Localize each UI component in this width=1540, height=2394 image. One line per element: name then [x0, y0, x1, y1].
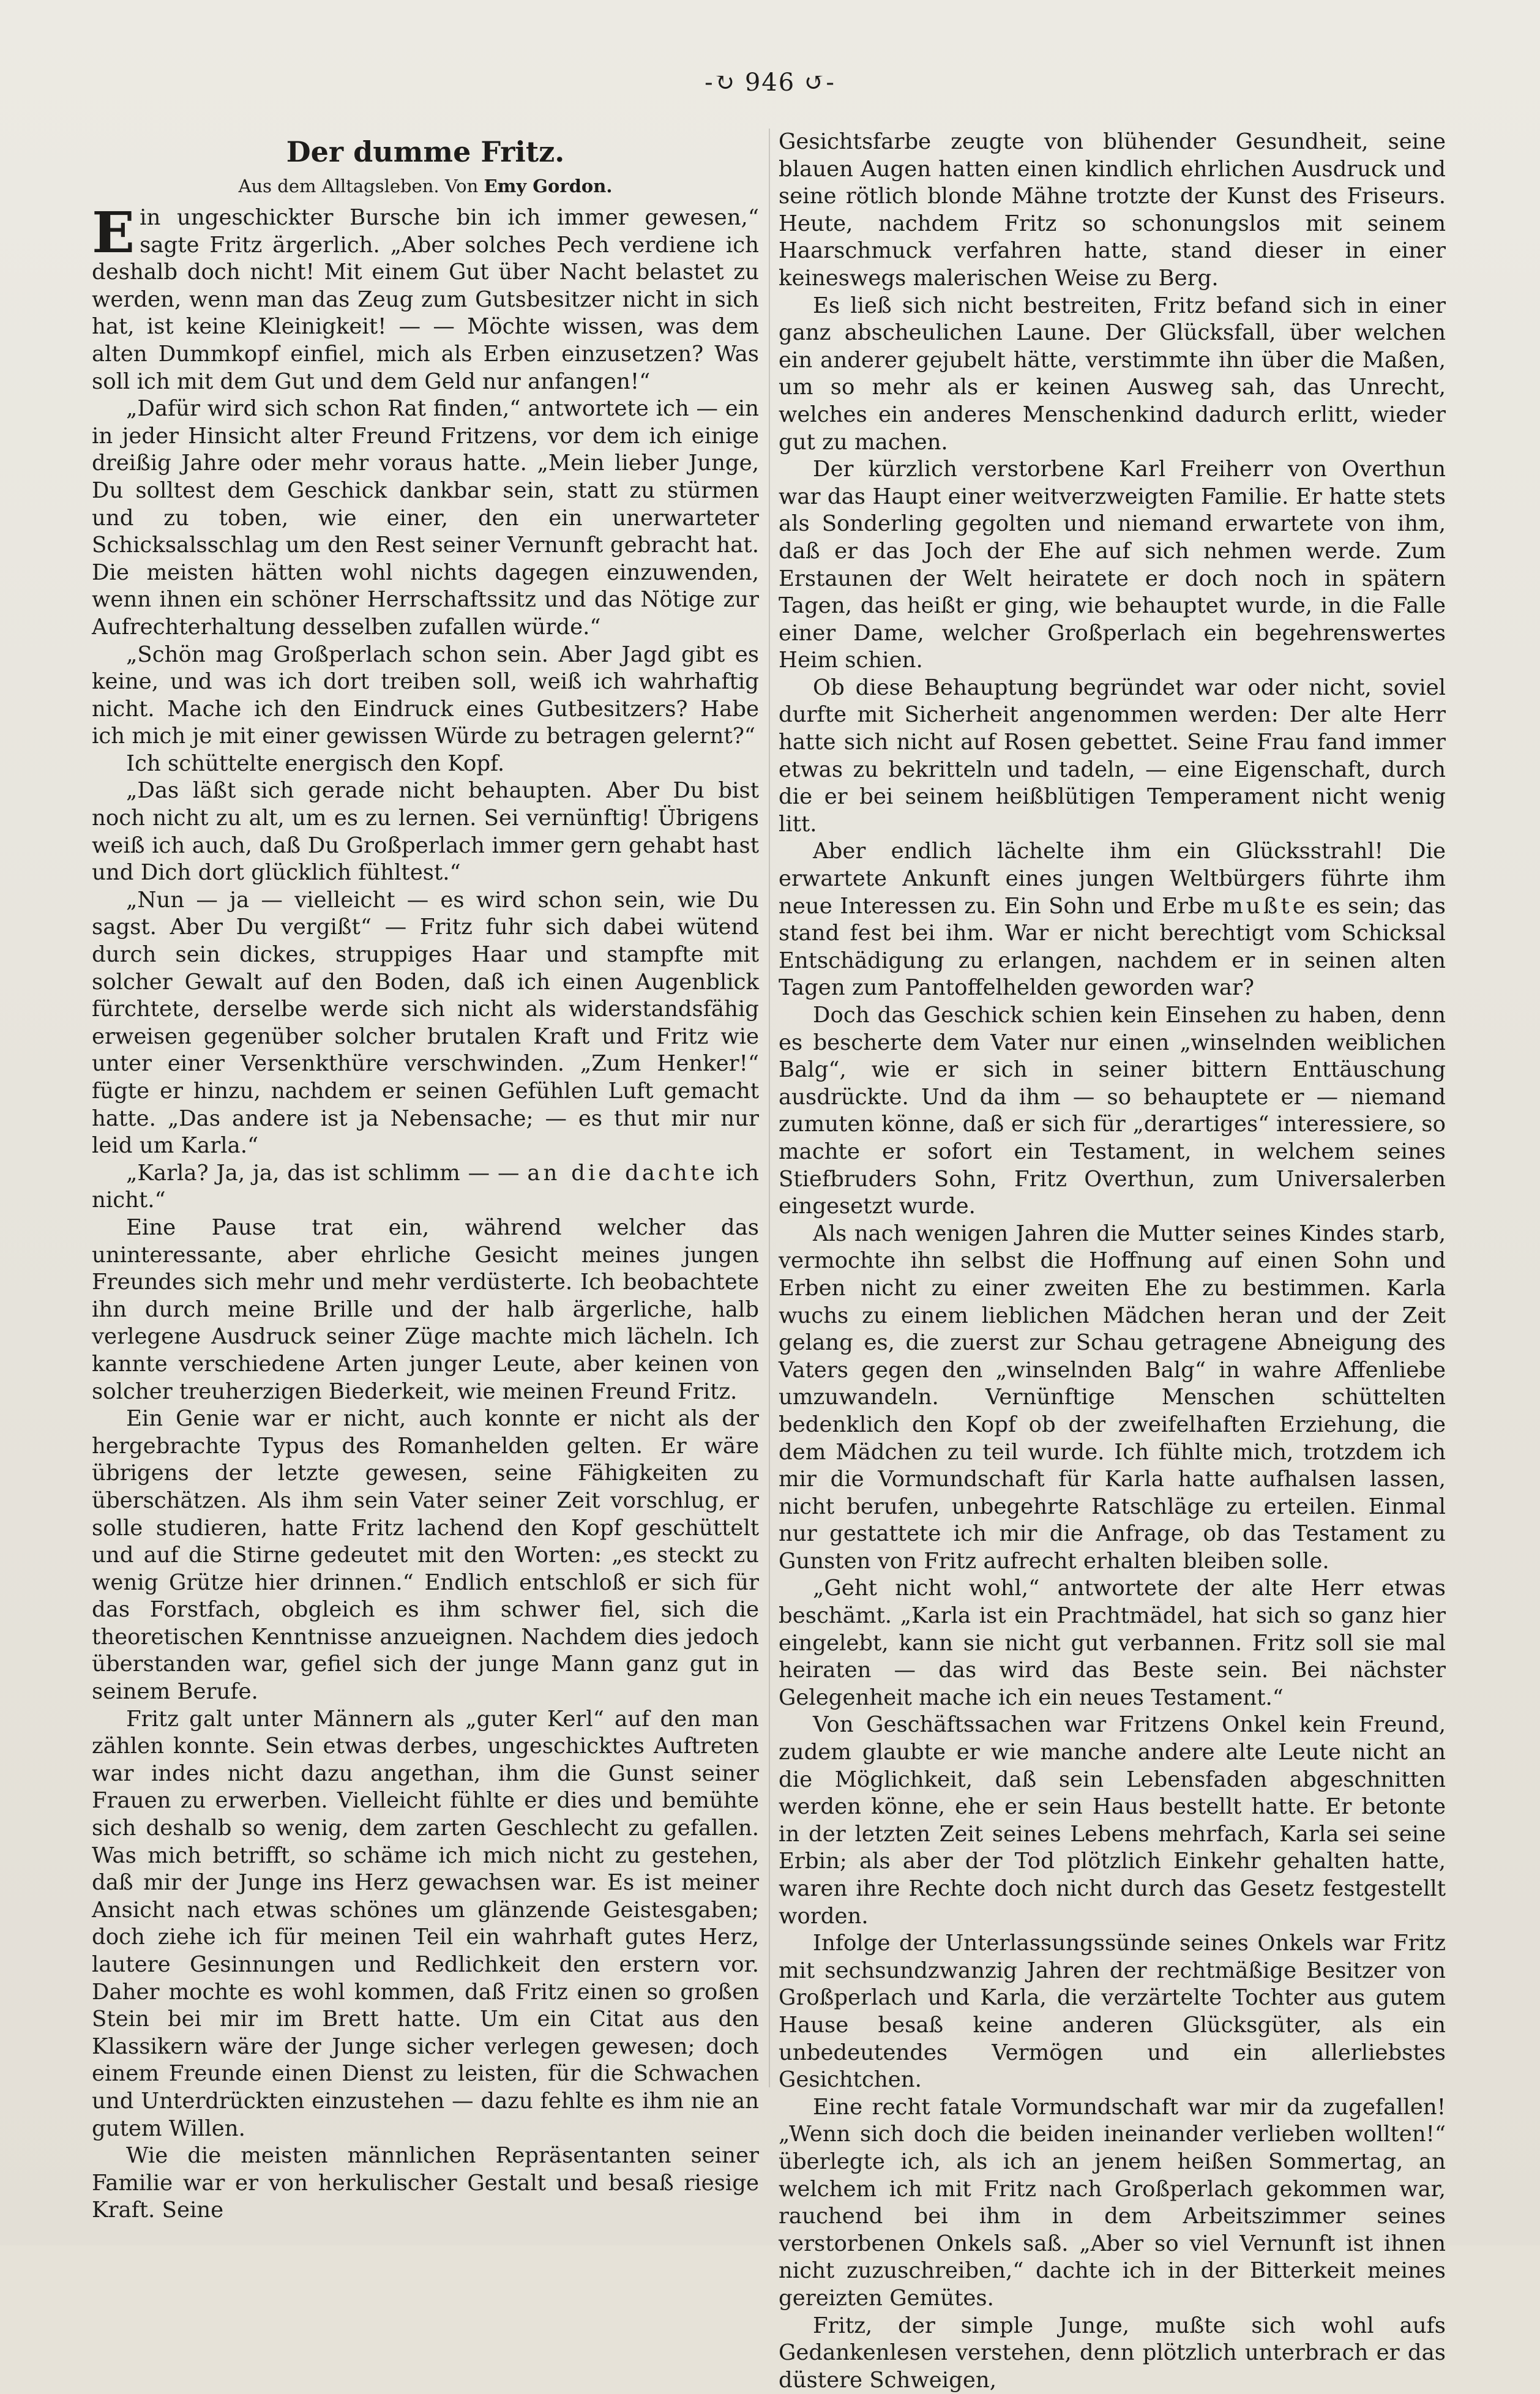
paragraph: Eine Pause trat ein, während welcher das uninteressante, aber ehrliche Gesicht meines jungen Freundes sich mehr und mehr verdüsterte. Ich beobachtete ihn durch meine Brille und der halb ärgerliche, halb verlegene Ausdruck seiner Züge machte mich lächeln. Ich kannte verschiedene Arten junger Leute, aber keinen von solcher treuherzigen Biederkeit, wie meinen Freund Fritz. [92, 1214, 759, 1405]
paragraph: „Dafür wird sich schon Rat finden,“ antwortete ich — ein in jeder Hinsicht alter Freund Fritzens, vor dem ich einige dreißig Jahre oder mehr voraus hatte. „Mein lieber Junge, Du solltest dem Geschick dankbar sein, statt zu stürmen und zu toben, wie einer, den ein unerwarteter Schicksalsschlag um den Rest seiner Vernunft gebracht hat. Die meisten hätten wohl nichts dagegen einzuwenden, wenn ihnen ein schöner Herrschaftssitz und das Nötige zur Aufrechterhaltung desselben zufallen würde.“ [92, 395, 759, 641]
ornament-left: -↻ [705, 69, 745, 97]
paragraph: Als nach wenigen Jahren die Mutter seines Kindes starb, vermochte ihn selbst die Hoffnung auf einen Sohn und Erben nicht zu einer zweiten Ehe zu bestimmen. Karla wuchs zu einem lieblichen Mädchen heran und der Zeit gelang es, die zuerst zur Schau getragene Abneigung des Vaters gegen den „winselnden Balg“ in wahre Affenliebe umzuwandeln. Vernünftige Menschen schüttelten bedenklich den Kopf ob der zweifelhaften Erziehung, die dem Mädchen zu teil wurde. Ich fühlte mich, trotzdem ich mir die Vormundschaft für Karla hatte aufhalsen lassen, nicht berufen, unbegehrte Ratschläge zu erteilen. Einmal nur gestattete ich mir die Anfrage, ob das Testament zu Gunsten von Fritz aufrecht erhalten bleiben solle. [779, 1221, 1446, 1576]
paragraph: „Schön mag Großperlach schon sein. Aber Jagd gibt es keine, und was ich dort treiben soll, weiß ich wahrhaftig nicht. Mache ich den Eindruck eines Gutbesitzers? Habe ich mich je mit einer gewissen Würde zu betragen gelernt?“ [92, 642, 759, 750]
emphasis-spaced: an die dachte [527, 1161, 718, 1186]
paragraph: Es ließ sich nicht bestreiten, Fritz befand sich in einer ganz abscheulichen Laune. Der Glücksfall, über welchen ein anderer gejubelt hätte, verstimmte ihn über die Maßen, um so mehr als er keinen Ausweg sah, das Unrecht, welches ein anderes Menschenkind dadurch erlitt, wieder gut zu machen. [779, 293, 1446, 457]
emphasis-spaced: mußte [1222, 894, 1309, 919]
paragraph: Eine recht fatale Vormundschaft war mir da zugefallen! „Wenn sich doch die beiden ineinander verlieben wollten!“ überlegte ich, als ich an jenem heißen Sommertag, an welchem ich mit Fritz nach Großperlach gekommen war, rauchend bei ihm in dem Arbeitszimmer seines verstorbenen Onkels saß. „Aber so viel Vernunft ist ihnen nicht zuzuschreiben,“ dachte ich in der Bitterkeit meines gereizten Gemütes. [779, 2094, 1446, 2313]
right-column-body [779, 129, 1446, 2394]
paragraph: „Karla? Ja, ja, das ist schlimm — — an die dachte ich nicht.“ [92, 1160, 759, 1214]
article-title: Der dumme Fritz. [92, 133, 759, 170]
paragraph: Fritz, der simple Junge, mußte sich wohl aufs Gedankenlesen verstehen, denn plötzlich unterbrach er das düstere Schweigen, [779, 2313, 1446, 2394]
ornament-right: ↺- [795, 69, 835, 97]
paragraph: Der kürzlich verstorbene Karl Freiherr von Overthun war das Haupt einer weitverzweigten Familie. Er hatte stets als Sonderling gegolten und niemand erwartete von ihm, daß er das Joch der Ehe auf sich nehmen werde. Zum Erstaunen der Welt heiratete er doch noch in spätern Tagen, das heißt er ging, wie behauptet wurde, in die Falle einer Dame, welcher Großperlach ein begehrenswertes Heim schien. [779, 456, 1446, 675]
paragraph: Aber endlich lächelte ihm ein Glücksstrahl! Die erwartete Ankunft eines jungen Weltbürgers führte ihm neue Interessen zu. Ein Sohn und Erbe mußte es sein; das stand fest bei ihm. War er nicht berechtigt vom Schicksal Entschädigung zu erlangen, nachdem er in seinen alten Tagen zum Pantoffelhelden geworden war? [779, 838, 1446, 1002]
right-column [779, 129, 1446, 2149]
paragraph: Gesichtsfarbe zeugte von blühender Gesundheit, seine blauen Augen hatten einen kindlich ehrlichen Ausdruck und seine rötlich blonde Mähne trotzte der Kunst des Friseurs. Heute, nachdem Fritz so schonungslos mit seinem Haarschmuck verfahren hatte, stand dieser in einer keineswegs malerischen Weise zu Berg. [779, 129, 1446, 293]
paragraph: Ob diese Behauptung begründet war oder nicht, soviel durfte mit Sicherheit angenommen werden: Der alte Herr hatte sich nicht auf Rosen gebettet. Seine Frau fand immer etwas zu bekritteln und tadeln, — eine Eigenschaft, durch die er bei seinem heißblütigen Temperament nicht wenig litt. [779, 675, 1446, 839]
author-name: Emy Gordon. [484, 176, 613, 196]
paragraph: Ein ungeschickter Bursche bin ich immer gewesen,“ sagte Fritz ärgerlich. „Aber solches Pech verdiene ich deshalb doch nicht! Mit einem Gut über Nacht belastet zu werden, wenn man das Zeug zum Gutsbesitzer nicht in sich hat, ist keine Kleinigkeit! — — Möchte wissen, was dem alten Dummkopf einfiel, mich als Erben einzusetzen? Was soll ich mit dem Gut und dem Geld nur anfangen!“ [92, 204, 759, 395]
paragraph: Ein Genie war er nicht, auch konnte er nicht als der hergebrachte Typus des Romanhelden gelten. Er wäre übrigens der letzte gewesen, seine Fähigkeiten zu überschätzen. Als ihm sein Vater seiner Zeit vorschlug, er solle studieren, hatte Fritz lachend den Kopf geschüttelt und auf die Stirne gedeutet mit den Worten: „es steckt zu wenig Grütze hier drinnen.“ Endlich entschloß er sich für das Forstfach, obgleich es ihm schwer fiel, sich die theoretischen Kenntnisse anzueignen. Nachdem dies jedoch überstanden war, gefiel sich der junge Mann ganz gut in seinem Berufe. [92, 1405, 759, 1706]
page-number [0, 69, 1540, 97]
paragraph: Ich schüttelte energisch den Kopf. [92, 750, 759, 778]
left-column-body [92, 204, 759, 2224]
paragraph: Wie die meisten männlichen Repräsentanten seiner Familie war er von herkulischer Gestalt und besaß riesige Kraft. Seine [92, 2142, 759, 2224]
paragraph: Doch das Geschick schien kein Einsehen zu haben, denn es bescherte dem Vater nur einen „winselnden weiblichen Balg“, wie er sich in seiner bittern Enttäuschung ausdrückte. Und da ihm — so behauptete er — niemand zumuten könne, daß er sich für „derartiges“ interessiere, so machte er sofort ein Testament, in welchem seines Stiefbruders Sohn, Fritz Overthun, zum Universalerben eingesetzt wurde. [779, 1002, 1446, 1221]
article-byline [92, 174, 759, 198]
column-divider [769, 129, 770, 2087]
page-number-value: 946 [745, 69, 795, 97]
paragraph: „Nun — ja — vielleicht — es wird schon sein, wie Du sagst. Aber Du vergißt“ — Fritz fuhr sich dabei wütend durch sein dickes, struppiges Haar und stampfte mit solcher Gewalt auf den Boden, daß ich einen Augenblick fürchtete, derselbe werde sich nicht als widerstandsfähig erweisen gegenüber solcher brutalen Kraft und Fritz wie unter einer Versenkthüre verschwinden. „Zum Henker!“ fügte er hinzu, nachdem er seinen Gefühlen Luft gemacht hatte. „Das andere ist ja Nebensache; — es thut mir nur leid um Karla.“ [92, 887, 759, 1160]
byline-prefix: Aus dem Alltagsleben. Von [239, 176, 479, 196]
drop-cap: E [92, 204, 140, 257]
paragraph: Infolge der Unterlassungssünde seines Onkels war Fritz mit sechsundzwanzig Jahren der rechtmäßige Besitzer von Großperlach und Karla, die verzärtelte Tochter aus gutem Hause besaß keine anderen Glücksgüter, als ein unbedeutendes Vermögen und ein allerliebstes Gesichtchen. [779, 1930, 1446, 2094]
paragraph: Fritz galt unter Männern als „guter Kerl“ auf den man zählen konnte. Sein etwas derbes, ungeschicktes Auftreten war indes nicht dazu angethan, ihm die Gunst seiner Frauen zu erwerben. Vielleicht fühlte er dies und bemühte sich deshalb so wenig, dem zarten Geschlecht zu gefallen. Was mich betrifft, so schäme ich mich nicht zu gestehen, daß mir der Junge ins Herz gewachsen war. Es ist meiner Ansicht nach etwas schönes um glänzende Geistesgaben; doch ziehe ich für meinen Teil ein wahrhaft gutes Herz, lautere Gesinnungen und Redlichkeit den erstern vor. Daher mochte es wohl kommen, daß Fritz einen so großen Stein bei mir im Brett hatte. Um ein Citat aus den Klassikern wäre der Junge sicher verlegen gewesen; doch einem Freunde einen Dienst zu leisten, für die Schwachen und Unterdrückten einzustehen — dazu fehlte es ihm nie an gutem Willen. [92, 1706, 759, 2143]
paragraph: „Das läßt sich gerade nicht behaupten. Aber Du bist noch nicht zu alt, um es zu lernen. Sei vernünftig! Übrigens weiß ich auch, daß Du Großperlach immer gern gehabt hast und Dich dort glücklich fühltest.“ [92, 777, 759, 886]
paragraph: „Geht nicht wohl,“ antwortete der alte Herr etwas beschämt. „Karla ist ein Prachtmädel, hat sich so ganz hier eingelebt, kann sie nicht gut verbannen. Fritz soll sie mal heiraten — das wird das Beste sein. Bei nächster Gelegenheit mache ich ein neues Testament.“ [779, 1575, 1446, 1711]
left-column [92, 129, 759, 2149]
paragraph: Von Geschäftssachen war Fritzens Onkel kein Freund, zudem glaubte er wie manche andere alte Leute nicht an die Möglichkeit, daß sein Lebensfaden abgeschnitten werden könne, ehe er sein Haus bestellt hatte. Er betonte in der letzten Zeit seines Lebens mehrfach, Karla sei seine Erbin; als aber der Tod plötzlich Einkehr gehalten hatte, waren ihre Rechte doch nicht durch das Gesetz festgestellt worden. [779, 1711, 1446, 1930]
